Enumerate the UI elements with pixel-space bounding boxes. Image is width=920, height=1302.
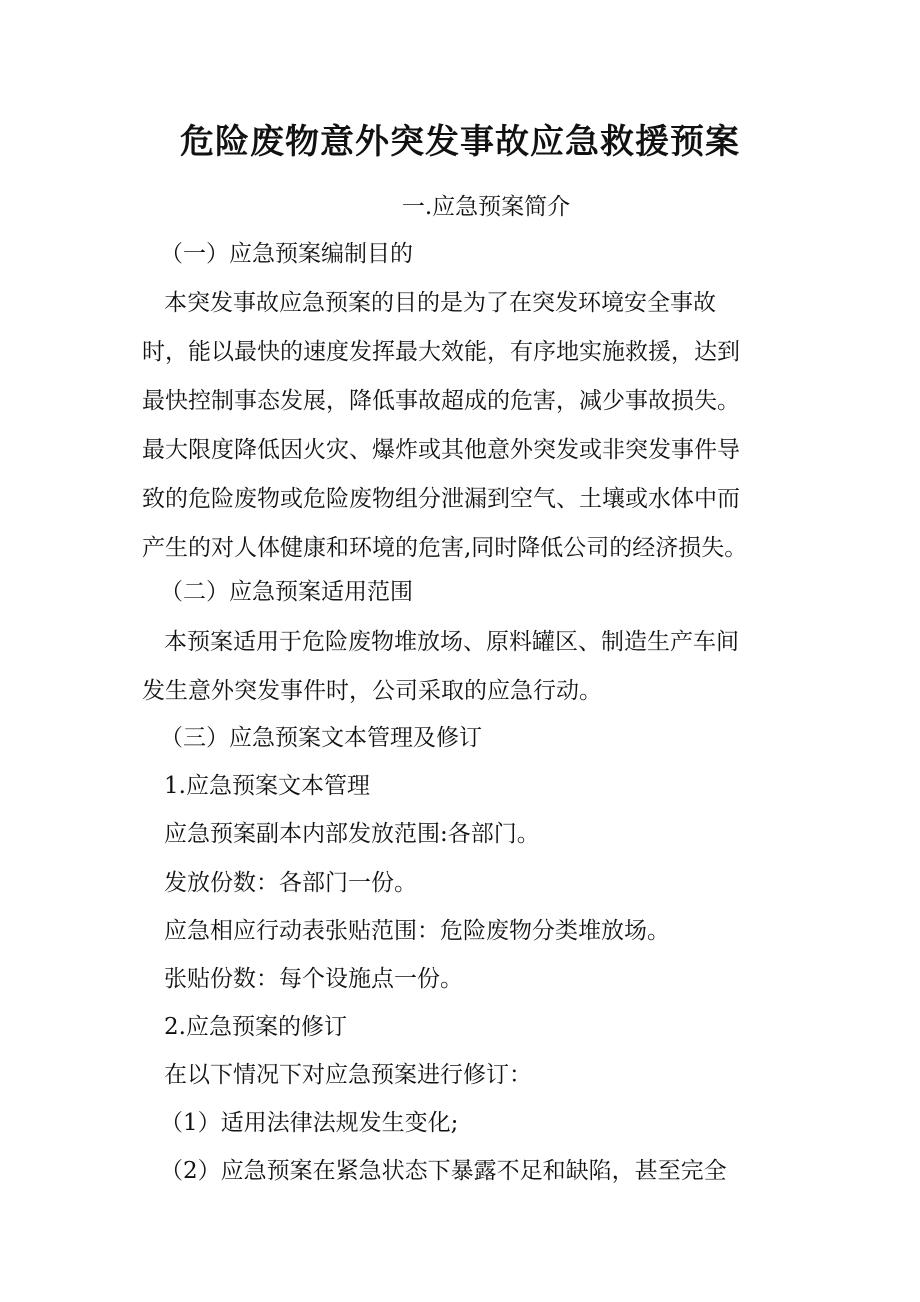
section-heading: 一.应急预案简介 bbox=[401, 194, 571, 220]
part-heading-text-management: 1.应急预案文本管理 bbox=[164, 773, 370, 799]
paragraph-line: 发放份数：各部门一份。 bbox=[164, 870, 417, 896]
subsection-heading-scope: （二）应急预案适用范围 bbox=[160, 579, 413, 605]
document-title: 危险废物意外突发事故应急救援预案 bbox=[180, 122, 740, 162]
paragraph-line: 最大限度降低因火灾、爆炸或其他意外突发或非突发事件导 bbox=[142, 437, 740, 463]
paragraph-line: 时，能以最快的速度发挥最大效能，有序地实施救援，达到 bbox=[142, 339, 740, 365]
list-item: （2）应急预案在紧急状态下暴露不足和缺陷，甚至完全 bbox=[160, 1158, 727, 1184]
paragraph-line: 应急相应行动表张贴范围：危险废物分类堆放场。 bbox=[164, 918, 670, 944]
paragraph-line: 致的危险废物或危险废物组分泄漏到空气、土壤或水体中而 bbox=[142, 486, 740, 512]
paragraph-line: 最快控制事态发展，降低事故超成的危害，减少事故损失。 bbox=[142, 388, 740, 414]
paragraph-line: 应急预案副本内部发放范围:各部门。 bbox=[164, 821, 540, 847]
paragraph-line: 本突发事故应急预案的目的是为了在突发环境安全事故 bbox=[164, 290, 716, 316]
paragraph-line: 产生的对人体健康和环境的危害,同时降低公司的经济损失。 bbox=[142, 535, 748, 561]
subsection-heading-purpose: （一）应急预案编制目的 bbox=[160, 241, 413, 267]
part-heading-revision: 2.应急预案的修订 bbox=[164, 1014, 347, 1040]
paragraph-line: 本预案适用于危险废物堆放场、原料罐区、制造生产车间 bbox=[164, 629, 739, 655]
subsection-heading-management: （三）应急预案文本管理及修订 bbox=[160, 725, 482, 751]
paragraph-line: 张贴份数：每个设施点一份。 bbox=[164, 966, 463, 992]
list-item: （1）适用法律法规发生变化; bbox=[160, 1110, 459, 1136]
paragraph-line: 发生意外突发事件时，公司采取的应急行动。 bbox=[142, 678, 602, 704]
paragraph-line: 在以下情况下对应急预案进行修订： bbox=[164, 1062, 532, 1088]
